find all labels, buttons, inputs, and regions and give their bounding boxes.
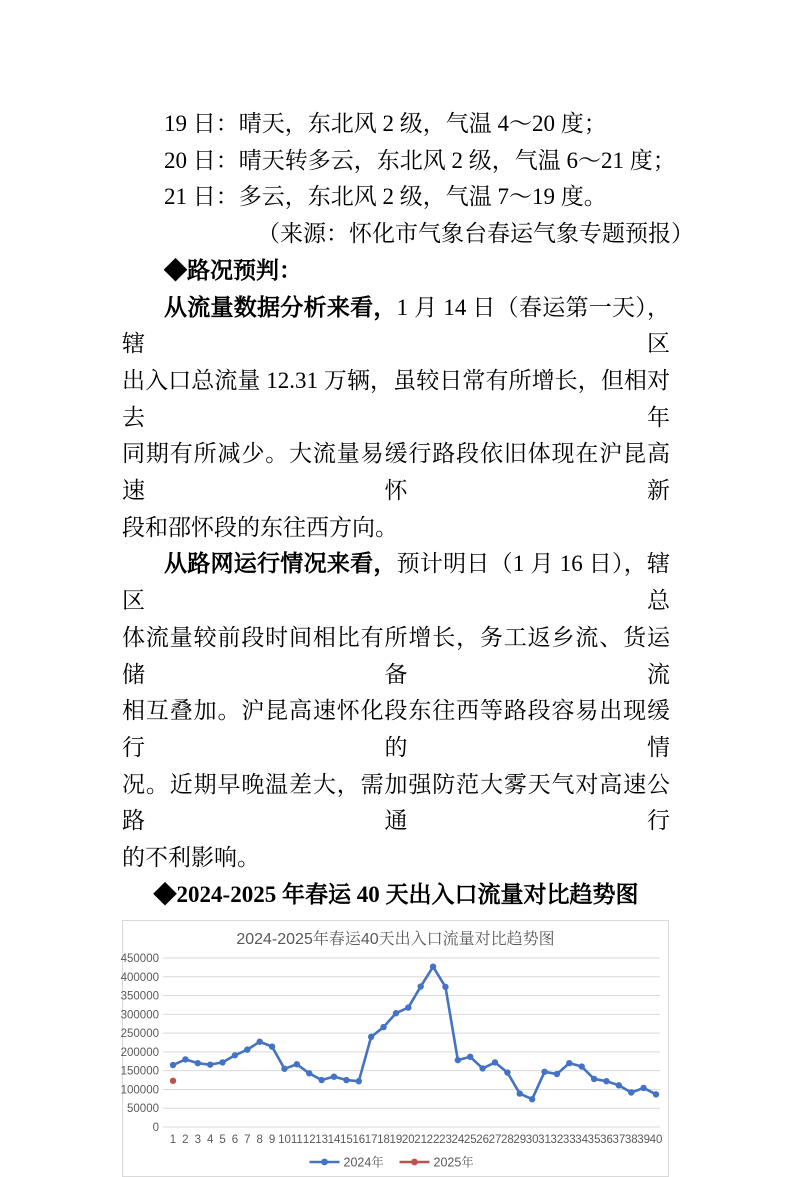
x-tick-label: 26 — [476, 1134, 490, 1147]
data-point-marker — [331, 1074, 337, 1080]
data-point-marker — [380, 1024, 386, 1030]
data-point-marker — [405, 1005, 411, 1011]
data-point-marker — [517, 1091, 523, 1097]
legend-label: 2025年 — [433, 1155, 474, 1170]
chart-legend — [310, 1155, 474, 1170]
x-tick-label: 37 — [612, 1134, 626, 1147]
data-point-marker — [430, 964, 436, 970]
data-point-marker — [554, 1071, 560, 1077]
x-tick-label: 30 — [525, 1134, 539, 1147]
data-point-marker — [455, 1057, 461, 1063]
legend-marker-dot — [321, 1159, 328, 1166]
data-point-marker — [281, 1066, 287, 1072]
data-point-marker — [578, 1064, 584, 1070]
x-tick-label: 36 — [600, 1134, 613, 1147]
x-tick-label: 6 — [231, 1134, 239, 1147]
paragraph-line — [122, 290, 670, 363]
data-point-marker — [256, 1039, 262, 1045]
y-tick-label: 100000 — [120, 1084, 159, 1097]
data-point-marker — [219, 1060, 225, 1066]
data-point-marker — [442, 984, 448, 990]
x-tick-label: 34 — [575, 1134, 589, 1147]
data-point-marker — [207, 1062, 213, 1068]
data-point-marker — [195, 1060, 201, 1066]
x-tick-label: 14 — [327, 1134, 341, 1147]
data-point-marker — [640, 1085, 646, 1091]
y-tick-label: 50000 — [127, 1103, 159, 1116]
x-tick-label: 5 — [219, 1134, 226, 1147]
paragraph-road-network — [122, 546, 670, 876]
data-point-marker — [170, 1078, 176, 1084]
y-axis — [121, 953, 660, 1134]
x-tick-label: 21 — [414, 1134, 428, 1147]
data-point-marker — [318, 1077, 324, 1083]
y-tick-label: 400000 — [120, 972, 159, 985]
weather-line-19: 19 日：晴天，东北风 2 级，气温 4～20 度； — [164, 111, 607, 136]
data-point-marker — [603, 1078, 609, 1084]
data-point-marker — [182, 1057, 188, 1063]
data-point-marker — [616, 1083, 622, 1089]
x-tick-label: 9 — [268, 1134, 276, 1147]
x-tick-label: 29 — [513, 1134, 527, 1147]
weather-line-21: 21 日：多云，东北风 2 级，气温 7～19 度。 — [164, 184, 607, 210]
paragraph-line: 相互叠加。沪昆高速怀化段东往西等路段容易出现缓行的情 — [122, 698, 670, 760]
x-tick-label: 4 — [206, 1134, 214, 1147]
legend-marker-dot — [411, 1159, 418, 1166]
data-point-marker — [504, 1070, 510, 1076]
x-tick-label: 2 — [182, 1134, 189, 1147]
paragraph-text: 1 月 14 日（春运第一天），辖区 — [122, 294, 671, 357]
x-tick-label: 3 — [194, 1134, 201, 1147]
y-tick-label: 450000 — [120, 953, 159, 966]
data-point-marker — [492, 1060, 498, 1066]
x-tick-label: 23 — [439, 1134, 452, 1147]
data-point-marker — [393, 1010, 399, 1016]
data-point-marker — [269, 1044, 275, 1050]
x-tick-label: 13 — [315, 1134, 329, 1147]
x-tick-label: 7 — [244, 1134, 251, 1147]
x-tick-label: 19 — [389, 1134, 403, 1147]
x-tick-label: 38 — [624, 1134, 638, 1147]
data-point-marker — [467, 1054, 473, 1060]
paragraph-lead-bold: 从流量数据分析来看， — [164, 294, 397, 320]
paragraph-line: 体流量较前段时间相比有所增长，务工返乡流、货运储备流 — [122, 624, 670, 687]
y-tick-label: 300000 — [120, 1009, 159, 1022]
x-tick-label: 1 — [169, 1134, 177, 1147]
paragraph-line: 段和邵怀段的东往西方向。 — [122, 514, 398, 540]
paragraph-traffic-data — [122, 290, 670, 547]
x-tick-label: 28 — [500, 1134, 514, 1147]
x-tick-label: 10 — [278, 1134, 291, 1147]
legend-label: 2024年 — [343, 1155, 384, 1170]
series-2025年 — [170, 1078, 176, 1084]
data-point-marker — [566, 1060, 572, 1066]
x-tick-label: 33 — [562, 1134, 576, 1147]
data-point-marker — [343, 1077, 349, 1083]
data-point-marker — [541, 1069, 547, 1075]
data-point-marker — [232, 1053, 238, 1059]
flow-trend-chart-svg — [120, 921, 668, 1176]
paragraph-line: 的不利影响。 — [122, 845, 260, 871]
y-tick-label: 350000 — [120, 991, 159, 1004]
paragraph-line: 同期有所减少。大流量易缓行路段依旧体现在沪昆高速怀新 — [122, 441, 670, 504]
data-point-marker — [628, 1090, 634, 1096]
x-tick-label: 39 — [637, 1134, 651, 1147]
data-point-marker — [306, 1071, 312, 1077]
data-point-marker — [529, 1096, 535, 1102]
x-tick-label: 17 — [364, 1134, 378, 1147]
data-point-marker — [479, 1066, 485, 1072]
document-content — [120, 106, 694, 1177]
paragraph-text: 预计明日（1 月 16 日），辖区总 — [122, 551, 671, 614]
y-tick-label: 150000 — [120, 1066, 159, 1079]
x-tick-label: 35 — [587, 1134, 601, 1147]
chart-title: 2024-2025年春运40天出入口流量对比趋势图 — [236, 931, 555, 949]
weather-line-20: 20 日：晴天转多云，东北风 2 级，气温 6～21 度； — [164, 147, 676, 173]
x-tick-label: 16 — [352, 1134, 366, 1147]
x-tick-label: 18 — [377, 1134, 390, 1147]
data-point-marker — [170, 1062, 176, 1068]
y-tick-label: 250000 — [120, 1028, 159, 1041]
paragraph-line: 况。近期早晚温差大，需加强防范大雾天气对高速公路通行 — [122, 771, 670, 834]
paragraph-lead-bold: 从路网运行情况来看， — [164, 551, 397, 577]
chart-heading: ◆2024-2025 年春运 40 天出入口流量对比趋势图 — [153, 881, 639, 907]
x-tick-label: 25 — [463, 1134, 477, 1147]
x-tick-label: 11 — [290, 1134, 303, 1147]
x-tick-label: 24 — [451, 1134, 465, 1147]
x-tick-label: 32 — [550, 1134, 564, 1147]
data-point-marker — [591, 1076, 597, 1082]
x-tick-label: 27 — [488, 1134, 502, 1147]
x-tick-label: 8 — [256, 1134, 263, 1147]
data-point-marker — [368, 1034, 374, 1040]
paragraph-line: 出入口总流量 12.31 万辆，虽较日常有所增长，但相对去年 — [122, 367, 670, 430]
x-tick-label: 15 — [339, 1134, 353, 1147]
data-point-marker — [356, 1078, 362, 1084]
x-tick-label: 22 — [426, 1134, 440, 1147]
source-line: （来源：怀化市气象台春运气象专题预报） — [257, 221, 694, 247]
flow-trend-chart — [122, 920, 669, 1177]
data-point-marker — [294, 1062, 300, 1068]
data-point-marker — [244, 1047, 250, 1053]
section-heading: ◆路况预判： — [164, 257, 302, 283]
data-point-marker — [653, 1092, 659, 1098]
y-tick-label: 0 — [152, 1122, 159, 1135]
y-tick-label: 200000 — [120, 1047, 159, 1060]
x-tick-label: 12 — [302, 1134, 316, 1147]
x-tick-label: 31 — [538, 1134, 551, 1147]
paragraph-line — [122, 546, 670, 619]
data-point-marker — [417, 984, 423, 990]
x-tick-label: 20 — [401, 1134, 415, 1147]
x-tick-label: 40 — [649, 1134, 663, 1147]
x-axis — [170, 1134, 663, 1146]
